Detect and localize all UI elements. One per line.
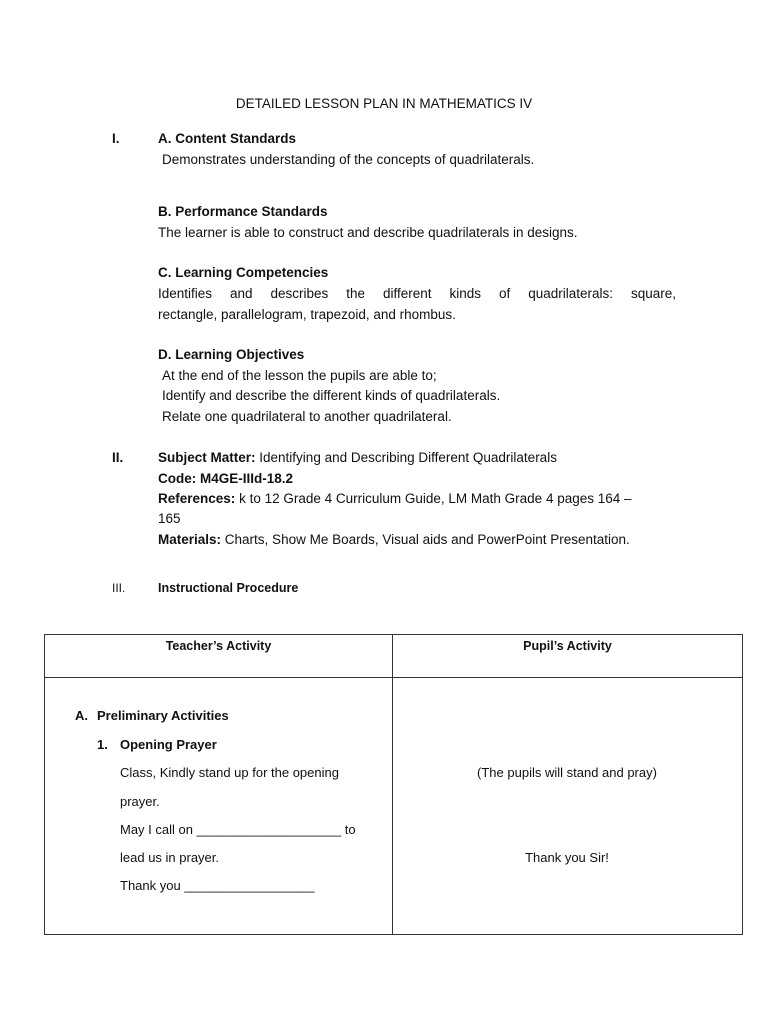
preliminary-activities-heading: Preliminary Activities	[97, 708, 229, 723]
subject-matter-value: Identifying and Describing Different Quadrilaterals	[259, 450, 557, 465]
learning-competencies-line-2: rectangle, parallelogram, trapezoid, and rhombus.	[158, 307, 456, 322]
content-standards-text: Demonstrates understanding of the concepts of quadrilaterals.	[162, 152, 535, 167]
subject-matter-line	[158, 448, 557, 469]
instructional-procedure-heading: Instructional Procedure	[158, 581, 299, 595]
teacher-line: May I call on ____________________ to	[120, 822, 356, 837]
teacher-line: Thank you __________________	[120, 878, 315, 893]
teacher-line: prayer.	[120, 794, 160, 809]
learning-competencies-line-1: Identifies and describes the different kinds of quadrilaterals: square,	[158, 286, 676, 301]
section-2-numeral: II.	[112, 450, 124, 465]
code-line	[158, 469, 293, 490]
subject-matter-label: Subject Matter:	[158, 450, 256, 465]
pupil-line: (The pupils will stand and pray)	[477, 765, 657, 780]
pupil-activity-cell	[393, 678, 743, 935]
performance-standards-text: The learner is able to construct and describe quadrilaterals in designs.	[158, 225, 578, 240]
materials-label: Materials:	[158, 532, 222, 547]
references-label: References:	[158, 491, 236, 506]
preliminary-activities-marker: A.	[75, 708, 88, 723]
section-1-numeral: I.	[112, 131, 120, 146]
references-line	[158, 489, 632, 510]
code-label: Code:	[158, 471, 197, 486]
materials-value: Charts, Show Me Boards, Visual aids and PowerPoint Presentation.	[224, 532, 630, 547]
table-row	[45, 678, 743, 935]
learning-objective-item: Identify and describe the different kinds of quadrilaterals.	[162, 388, 501, 403]
learning-objectives-heading: D. Learning Objectives	[158, 347, 305, 362]
references-continuation: 165	[158, 511, 181, 526]
learning-competencies-heading: C. Learning Competencies	[158, 265, 329, 280]
opening-prayer-number: 1.	[97, 737, 108, 752]
learning-objectives-intro: At the end of the lesson the pupils are able to;	[162, 368, 437, 383]
pupil-activity-header: Pupil’s Activity	[393, 635, 743, 678]
references-value: k to 12 Grade 4 Curriculum Guide, LM Math Grade 4 pages 164 –	[239, 491, 632, 506]
teacher-line: lead us in prayer.	[120, 850, 220, 865]
activity-table	[44, 634, 743, 935]
section-3-numeral: III.	[112, 581, 126, 595]
teacher-line: Class, Kindly stand up for the opening	[120, 765, 339, 780]
opening-prayer-heading: Opening Prayer	[120, 737, 217, 752]
teacher-activity-cell	[45, 678, 393, 935]
teacher-activity-header: Teacher’s Activity	[45, 635, 393, 678]
pupil-line: Thank you Sir!	[525, 850, 609, 865]
materials-line	[158, 530, 630, 551]
page-title: DETAILED LESSON PLAN IN MATHEMATICS IV	[235, 96, 533, 111]
content-standards-heading: A. Content Standards	[158, 131, 297, 146]
learning-objective-item: Relate one quadrilateral to another quadrilateral.	[162, 409, 452, 424]
code-value: M4GE-IIId-18.2	[200, 471, 294, 486]
table-header-row	[45, 635, 743, 678]
performance-standards-heading: B. Performance Standards	[158, 204, 328, 219]
